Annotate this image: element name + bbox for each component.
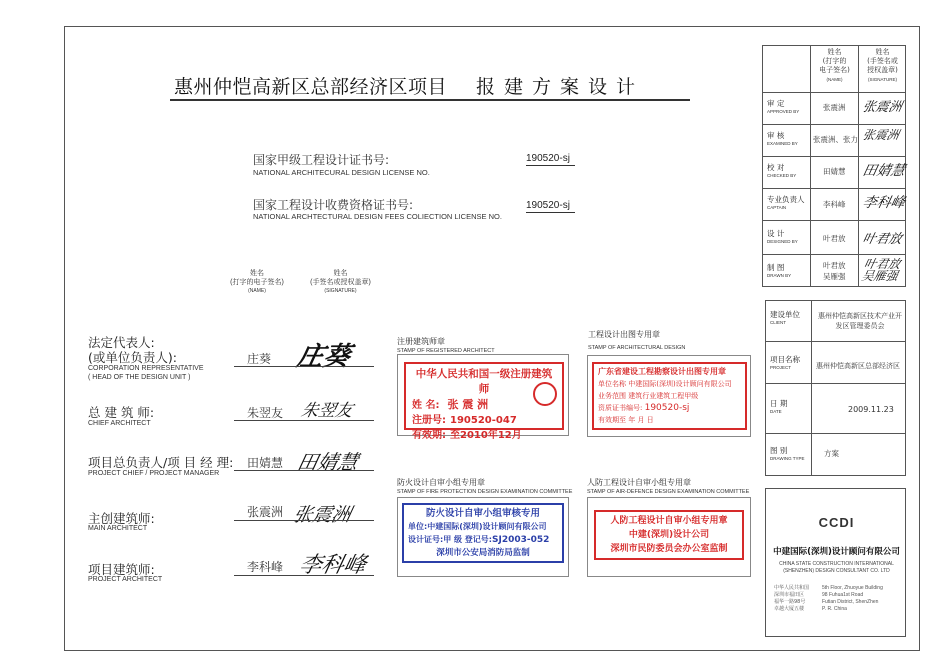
license1-label: 国家甲级工程设计证书号: <box>253 153 390 167</box>
signature-line <box>234 420 374 421</box>
role-project-chief-en: PROJECT CHIEF / PROJECT MANAGER <box>88 470 220 477</box>
stamp3-grade-row: 设计证号:甲 级 登记号:SJ2003-052 <box>408 535 550 545</box>
main-architect-signature: 张震洲 <box>291 504 354 526</box>
approval-row-captain: 专业负责人 CAPTAIN <box>767 195 805 210</box>
info-date-value: 2009.11.23 <box>848 405 894 414</box>
stamp1-reg-row: 注册号: 190520-047 <box>412 415 517 426</box>
chief-architect-name: 朱翌友 <box>247 406 284 420</box>
approval-designed-signature: 叶君放 <box>860 232 904 247</box>
stamp4-label-en: STAMP OF AIR-DEFENCE DESIGN EXAMINATION COMMITTEE <box>587 489 750 495</box>
project-chief-name: 田婧慧 <box>247 456 284 470</box>
project-chief-signature: 田婧慧 <box>295 450 361 474</box>
project-architect-name: 李科峰 <box>247 560 284 574</box>
chief-architect-signature: 朱翌友 <box>299 401 355 421</box>
approval-drawn-names: 叶君放 吴雁强 <box>823 261 846 281</box>
stamp3-label-en: STAMP OF FIRE PROTECTION DESIGN EXAMINATION COMMITTEE <box>397 489 573 495</box>
stamp4-label: 人防工程设计自审小组专用章 <box>587 478 691 487</box>
approval-checked-name: 田婧慧 <box>823 167 846 176</box>
approval-table <box>762 45 906 287</box>
license2-label-en: NATIONAL ARCHTECTURAL DESIGN FEES COLIECTION LICENSE NO. <box>253 212 502 221</box>
stamp1-label-en: STAMP OF REGISTERED ARCHITECT <box>397 348 495 354</box>
approval-col-name: 姓名 (打字的 电子签名) (NAME) <box>819 48 850 82</box>
company-name-en: CHINA STATE CONSTRUCTION INTERNATIONAL (SHENZHEN) DESIGN CONSULTANT CO. LTD <box>779 561 894 574</box>
signature-line <box>234 366 374 367</box>
architectural-design-stamp: 广东省建设工程勘察设计出图专用章 单位名称 中建国际(深圳)设计顾问有限公司 业务范围 建筑行业建筑工程甲级 资质证书编号: 190520-sj 有效期至 年 月 日 <box>592 362 747 430</box>
emblem-icon <box>533 382 557 406</box>
air-defence-stamp: 人防工程设计自审小组专用章 中建(深圳)设计公司 深圳市民防委员会办公室监制 <box>594 510 744 560</box>
approval-row-approved: 审 定 APPROVED BY <box>767 99 800 114</box>
role-chief-architect-zh: 总 建 筑 师: <box>88 405 155 420</box>
approval-row-checked: 校 对 CHECKED BY <box>767 163 797 178</box>
approval-captain-name: 李科峰 <box>823 200 846 209</box>
role-main-architect-zh: 主创建筑师: <box>88 511 155 526</box>
info-project-value: 惠州仲恺高新区总部经济区 <box>816 362 900 370</box>
approval-row-drawn: 制 图 DRAWN BY <box>767 263 792 278</box>
info-date-label: 日 期 DATE <box>770 399 788 414</box>
col-header-name: 姓名 (打字的电子签名) (NAME) <box>230 270 284 294</box>
role-main-architect-en: MAIN ARCHITECT <box>88 525 148 532</box>
approval-checked-signature: 田婧慧 <box>861 163 907 179</box>
title-underline <box>170 99 690 101</box>
role-legal-rep-en-1: CORPORATION REPRESENTATIVE <box>88 365 204 372</box>
role-legal-rep-zh-2: (或单位负责人): <box>88 350 177 365</box>
project-info-table <box>765 300 906 476</box>
stamp2-label-en: STAMP OF ARCHITECTURAL DESIGN <box>588 345 686 351</box>
info-client-label: 建设单位 CLIENT <box>770 310 800 325</box>
signature-line <box>234 470 374 471</box>
role-legal-rep-zh-1: 法定代表人: <box>88 335 155 350</box>
project-title: 惠州仲恺高新区总部经济区项目 <box>174 76 448 98</box>
approval-drawn-signature: 叶君放 吴雁强 <box>860 257 902 283</box>
stamp1-valid-row: 有效期: 至2010年12月 <box>412 430 522 441</box>
role-project-architect-zh: 项目建筑师: <box>88 562 155 577</box>
license2-label: 国家工程设计收费资格证书号: <box>253 198 414 212</box>
company-address-en: 5th Floor, Zhuoyue Building 98 Fuhua1st Road Futian District, ShenZhen P. R. China <box>822 585 883 612</box>
company-block <box>765 488 906 637</box>
signature-line <box>234 575 374 576</box>
approval-designed-name: 叶君放 <box>823 234 846 243</box>
role-chief-architect-en: CHIEF ARCHITECT <box>88 420 151 427</box>
info-client-value: 惠州仲恺高新区技术产业开发区管理委员会 <box>818 312 902 330</box>
company-logo: CCDI <box>818 515 855 530</box>
main-architect-name: 张震洲 <box>247 505 284 519</box>
approval-col-signature: 姓名 (手签名或 授权盖章) (SIGNATURE) <box>867 48 898 82</box>
fire-protection-stamp: 防火设计自审小组审核专用 单位:中建国际(深圳)设计顾问有限公司 设计证号:甲 级 登记号:SJ2003-052 深圳市公安局消防局监制 <box>402 503 564 563</box>
approval-captain-signature: 李科峰 <box>861 195 907 211</box>
stamp1-label: 注册建筑师章 <box>397 337 445 346</box>
legal-rep-name: 庄葵 <box>247 352 272 366</box>
approval-examined-name: 张震洲、张力 <box>813 135 858 144</box>
stamp2-label: 工程设计出图专用章 <box>588 330 660 339</box>
info-drawing-title-label: 图 别 DRAWING TYPE <box>770 446 805 461</box>
info-project-label: 项目名称 PROJECT <box>770 355 800 370</box>
approval-row-designed: 设 计 DESIGNED BY <box>767 229 798 244</box>
license1-label-en: NATIONAL ARCHITECURAL DESIGN LICENSE NO. <box>253 168 430 177</box>
license2-number: 190520-sj <box>526 200 575 213</box>
role-project-architect-en: PROJECT ARCHITECT <box>88 576 163 583</box>
approval-examined-signature: 张震洲 <box>861 128 901 142</box>
project-architect-signature: 李科峰 <box>296 553 369 578</box>
role-legal-rep-en-2: ( HEAD OF THE DESIGN UNIT ) <box>88 374 191 381</box>
approval-row-examined: 审 核 EXAMINED BY <box>767 131 798 146</box>
stamp3-label: 防火设计自审小组专用章 <box>397 478 485 487</box>
col-header-signature: 姓名 (手签名或授权盖章) (SIGNATURE) <box>310 270 371 294</box>
stamp1-name-row: 姓 名: 张 震 洲 <box>412 398 489 411</box>
stamp2-cert-row: 资质证书编号: 190520-sj <box>598 403 690 413</box>
legal-rep-signature: 庄葵 <box>294 342 353 372</box>
registered-architect-stamp: 中华人民共和国一级注册建筑师 姓 名: 张 震 洲 注册号: 190520-047 有效期: 至2010年12月 <box>404 362 564 430</box>
role-project-chief-zh: 项目总负责人/项 目 经 理: <box>88 455 234 470</box>
info-drawing-title-value: 方案 <box>824 449 839 458</box>
company-name-zh: 中建国际(深圳)设计顾问有限公司 <box>773 547 900 557</box>
approval-approved-name: 张震洲 <box>823 103 846 112</box>
signature-line <box>234 520 374 521</box>
company-address-zh: 中华人民共和国 深圳市福田区 福华一路98号 卓越大厦五楼 <box>774 585 810 612</box>
drawing-stage-title: 报建方案设计 <box>476 76 645 98</box>
approval-approved-signature: 张震洲 <box>860 100 904 115</box>
license1-number: 190520-sj <box>526 153 575 166</box>
